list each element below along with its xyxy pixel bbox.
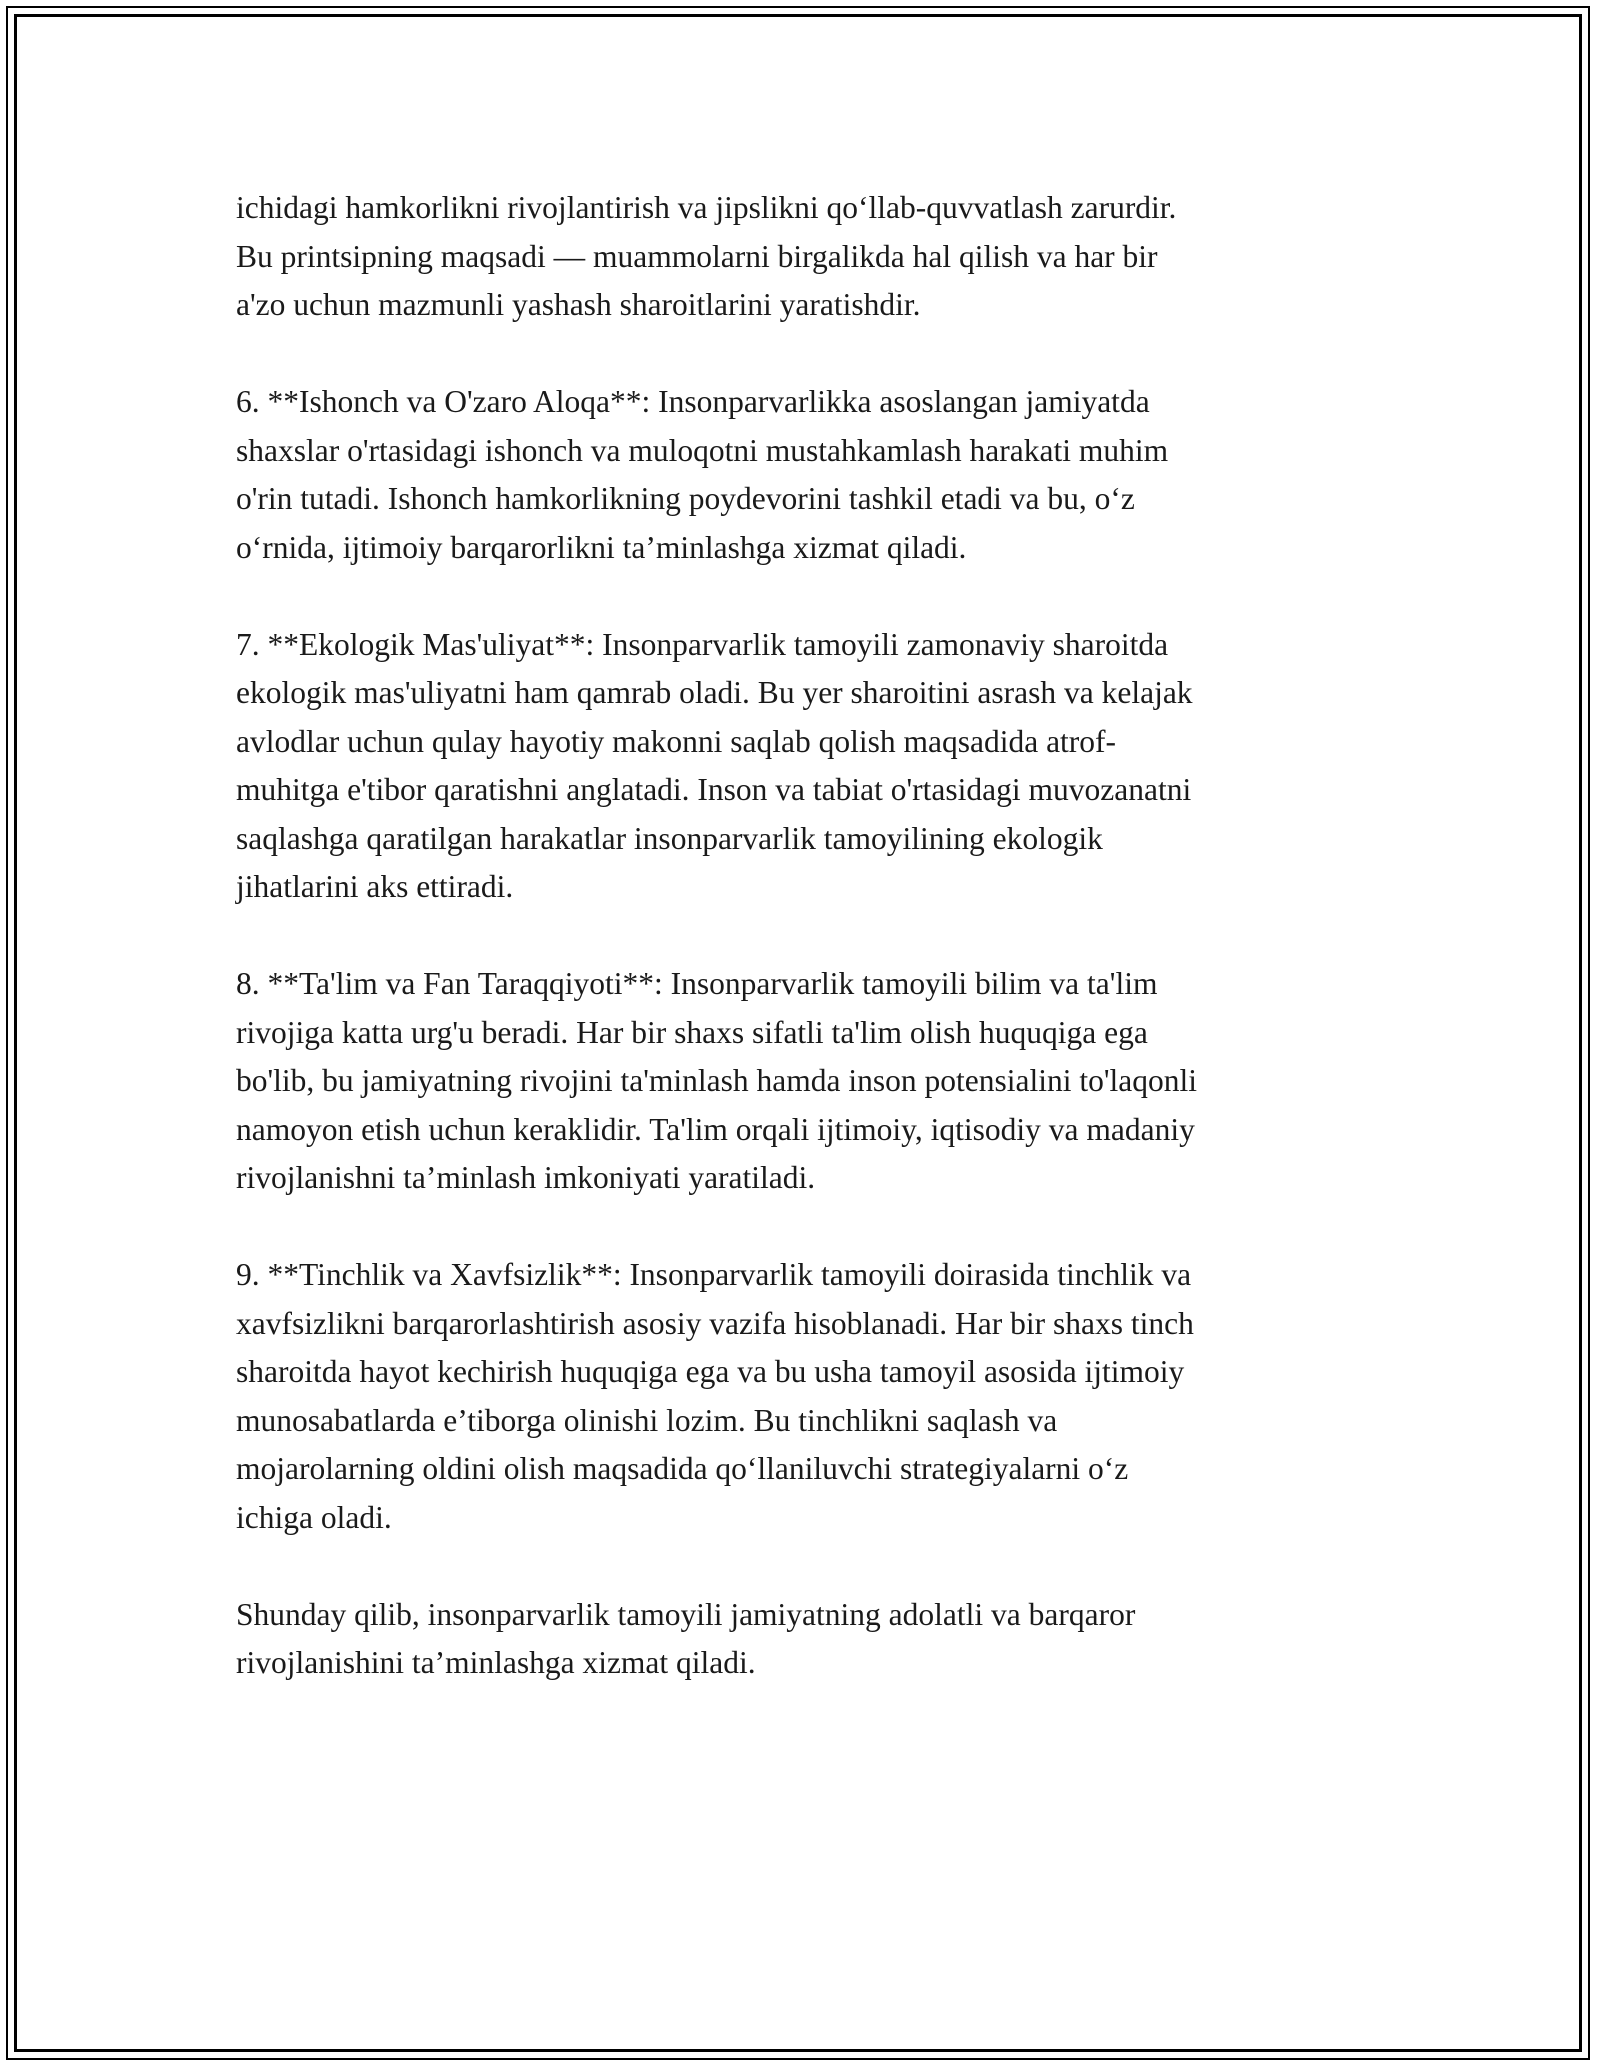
- paragraph-conclusion: [236, 1591, 1376, 1688]
- text-line: avlodlar uchun qulay hayotiy makonni saqlab qolish maqsadida atrof-: [236, 723, 1117, 759]
- text-line: mojarolarning oldini olish maqsadida qo‘llaniluvchi strategiyalarni o‘z: [236, 1451, 1129, 1486]
- text-line: o'rin tutadi. Ishonch hamkorlikning poydevorini tashkil etadi va bu, o‘z: [236, 481, 1135, 516]
- text-line: shaxslar o'rtasidagi ishonch va muloqotni mustahkamlash harakati muhim: [236, 432, 1169, 468]
- text-line: ichidagi hamkorlikni rivojlantirish va jipslikni qo‘llab-quvvatlash zarurdir.: [236, 190, 1177, 225]
- text-line: ichiga oladi.: [236, 1499, 392, 1535]
- text-line: bo'lib, bu jamiyatning rivojini ta'minlash hamda inson potensialini to'laqonli: [236, 1063, 1198, 1098]
- paragraph-item-9: [236, 1251, 1376, 1542]
- text-line: ekologik mas'uliyatni ham qamrab oladi. Bu yer sharoitini asrash va kelajak: [236, 675, 1193, 710]
- text-line: sharoitda hayot kechirish huquqiga ega va bu usha tamoyil asosida ijtimoiy: [236, 1354, 1185, 1389]
- paragraph-item-8: [236, 960, 1376, 1203]
- paragraph-item-6: [236, 378, 1376, 572]
- text-line: muhitga e'tibor qaratishni anglatadi. Inson va tabiat o'rtasidagi muvozanatni: [236, 772, 1192, 807]
- document-body: [236, 184, 1376, 1688]
- text-line: 9. **Tinchlik va Xavfsizlik**: Insonparvarlik tamoyili doirasida tinchlik va: [236, 1257, 1192, 1292]
- text-line: Bu printsipning maqsadi — muammolarni birgalikda hal qilish va har bir: [236, 238, 1158, 274]
- text-line: 6. **Ishonch va O'zaro Aloqa**: Insonparvarlikka asoslangan jamiyatda: [236, 384, 1150, 419]
- paragraph-intro-continuation: [236, 184, 1376, 330]
- text-line: xavfsizlikni barqarorlashtirish asosiy vazifa hisoblanadi. Har bir shaxs tinch: [236, 1305, 1194, 1341]
- text-line: rivojiga katta urg'u beradi. Har bir shaxs sifatli ta'lim olish huquqiga ega: [236, 1014, 1148, 1050]
- text-line: o‘rnida, ijtimoiy barqarorlikni ta’minlashga xizmat qiladi.: [236, 529, 967, 565]
- paragraph-item-7: [236, 621, 1376, 912]
- text-line: namoyon etish uchun keraklidir. Ta'lim orqali ijtimoiy, iqtisodiy va madaniy: [236, 1111, 1195, 1147]
- text-line: Shunday qilib, insonparvarlik tamoyili jamiyatning adolatli va barqaror: [236, 1596, 1136, 1632]
- text-line: jihatlarini aks ettiradi.: [236, 869, 514, 904]
- text-line: rivojlanishni ta’minlash imkoniyati yaratiladi.: [236, 1160, 816, 1195]
- text-line: 8. **Ta'lim va Fan Taraqqiyoti**: Insonparvarlik tamoyili bilim va ta'lim: [236, 966, 1158, 1001]
- text-line: saqlashga qaratilgan harakatlar insonparvarlik tamoyilining ekologik: [236, 820, 1103, 856]
- text-line: 7. **Ekologik Mas'uliyat**: Insonparvarlik tamoyili zamonaviy sharoitda: [236, 626, 1169, 662]
- text-line: munosabatlarda e’tiborga olinishi lozim. Bu tinchlikni saqlash va: [236, 1402, 1058, 1438]
- text-line: rivojlanishini ta’minlashga xizmat qiladi.: [236, 1645, 756, 1680]
- text-line: a'zo uchun mazmunli yashash sharoitlarini yaratishdir.: [236, 287, 921, 322]
